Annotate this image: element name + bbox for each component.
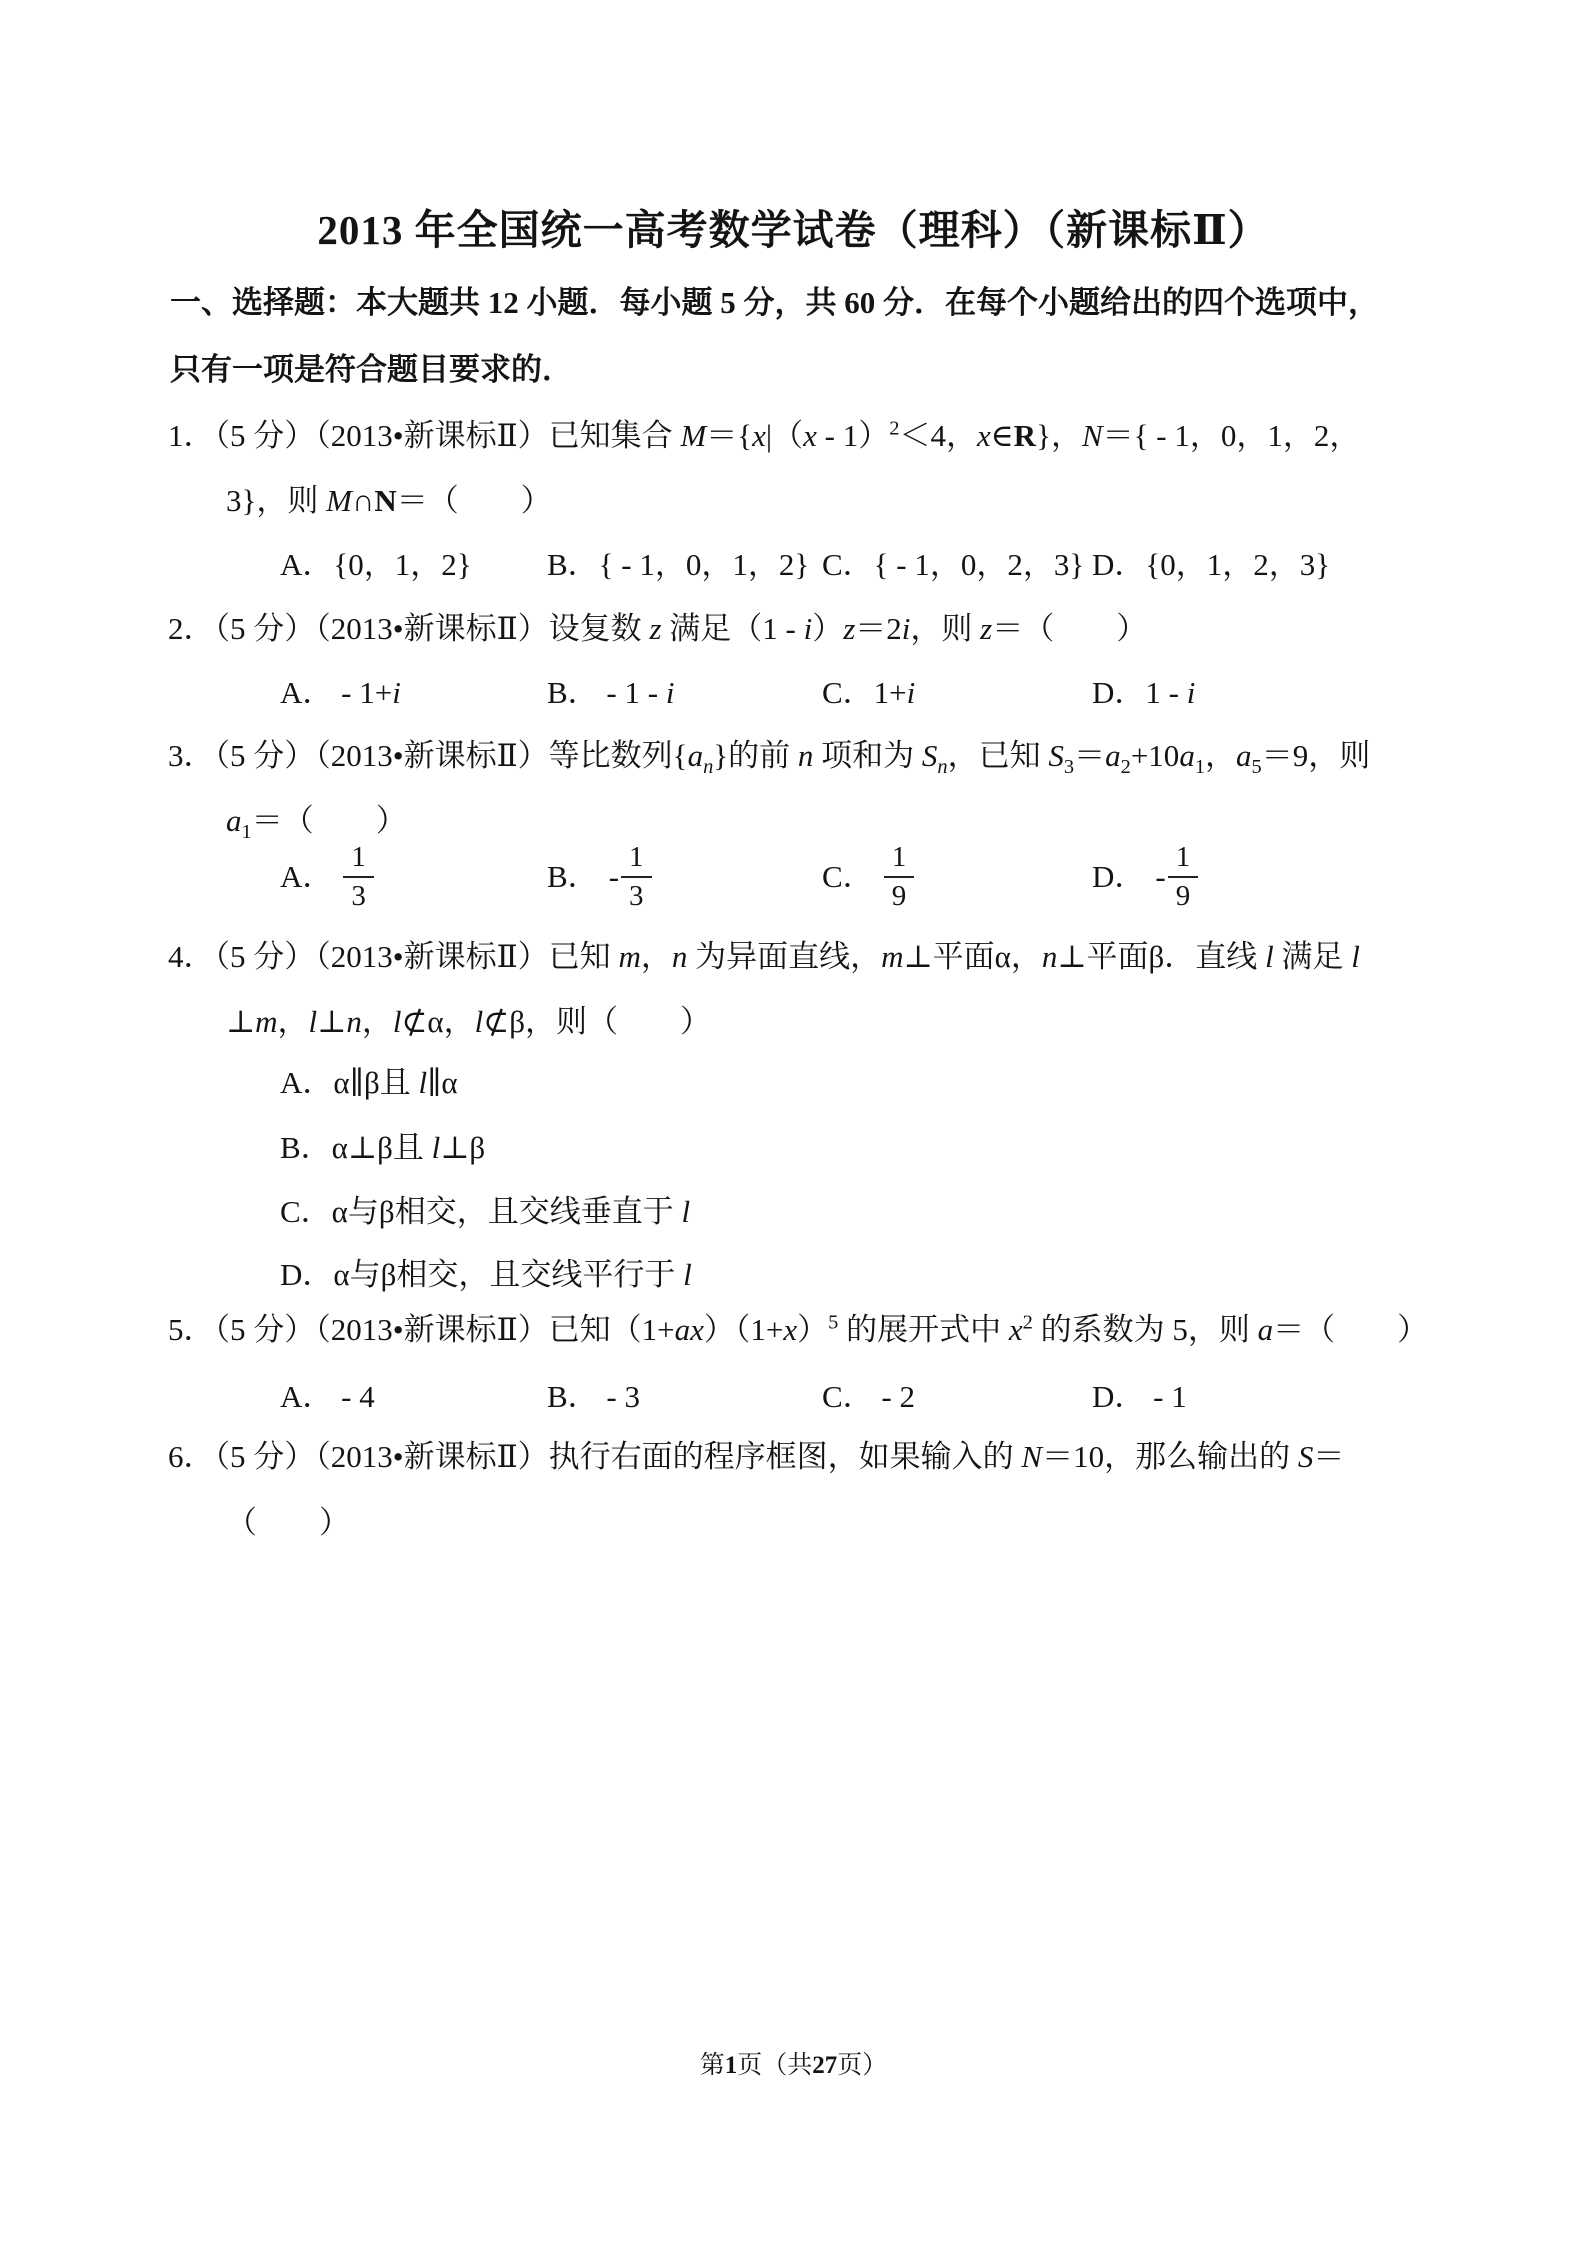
question-3-options [0, 842, 1587, 934]
question-4-option-b: B．α⊥β且 l⊥β [280, 1130, 486, 1165]
question-3-option-a [280, 842, 374, 913]
question-3-line-1: 3．（5 分）（2013•新课标Ⅱ）等比数列$\{a_n\}$的前 n 项和为 $S_n$，已知 $S_3=a_2+10a_1$，$a_5=9$，则 [168, 738, 1371, 779]
question-5-option-a: A． - 4 [280, 1379, 375, 1414]
question-4-line-2: ⊥m，l⊥n，l⊄α，l⊄β，则（ ） [226, 1004, 712, 1039]
question-5-option-b: B． - 3 [547, 1379, 640, 1414]
question-1-option-c: C．{ - 1，0，2，3} [822, 547, 1085, 582]
fraction [1168, 842, 1199, 913]
question-2-option-b: B． - 1 - i [547, 675, 675, 710]
question-2-option-c: C．1+i [822, 675, 916, 710]
question-2-option-a: A． - 1+i [280, 675, 401, 710]
question-4-option-c: C．α与β相交，且交线垂直于 l [280, 1194, 691, 1229]
question-4-option-a: A．α∥β且 l∥α [280, 1065, 458, 1100]
section-header-line-2: 只有一项是符合题目要求的． [170, 352, 573, 387]
question-1-option-d: D．{0，1，2，3} [1092, 547, 1331, 582]
fraction-sign: - [608, 859, 620, 895]
option-label: B． [547, 859, 599, 895]
fraction-sign: - [1155, 859, 1166, 895]
question-1-options [0, 546, 1587, 588]
page-title: 2013 年全国统一高考数学试卷（理科）（新课标Ⅱ） [317, 207, 1270, 253]
question-3-option-c [822, 842, 914, 913]
question-1-line-2: 3}，则 M∩N＝（ ） [226, 483, 552, 518]
fraction-numerator: 1 [621, 842, 652, 878]
question-5-option-d: D． - 1 [1092, 1379, 1187, 1414]
question-5-option-c: C． - 2 [822, 1379, 915, 1414]
question-2-option-d: D．1 - i [1092, 675, 1196, 710]
question-6-line-1: 6．（5 分）（2013•新课标Ⅱ）执行右面的程序框图，如果输入的 N＝10，那么输出的 S＝ [168, 1439, 1345, 1474]
fraction-denominator: 3 [629, 879, 644, 912]
fraction-denominator: 9 [1175, 879, 1191, 912]
fraction-numerator: 1 [1168, 842, 1199, 878]
fraction-numerator: 1 [884, 842, 915, 878]
option-label: D． [1092, 859, 1146, 895]
question-3-option-d [1092, 842, 1198, 913]
question-5-line-1: 5．（5 分）（2013•新课标Ⅱ）已知$(1+ax)(1+x)^5$ 的展开式中 $x^2$ 的系数为 5，则 a＝（ ） [168, 1311, 1429, 1347]
page-footer: 第1页（共27页） [699, 2052, 888, 2079]
option-label: A． [280, 859, 334, 895]
question-1-line-1: 1．（5 分）（2013•新课标Ⅱ）已知集合 M＝{x|（x - 1）$^2$＜4，x∈R}，N＝{ - 1，0，1，2， [168, 417, 1361, 453]
question-3-line-2: $a_1=$（ ） [226, 803, 407, 844]
fraction-denominator: 9 [891, 879, 907, 912]
question-6-line-2: （ ） [226, 1505, 350, 1540]
question-2-line-1: 2．（5 分）（2013•新课标Ⅱ）设复数 z 满足（1 - i）z＝2i，则 z＝（ ） [168, 611, 1148, 646]
fraction-denominator: 3 [351, 879, 366, 912]
fraction-numerator: 1 [343, 842, 374, 878]
question-1-option-a: A．{0，1，2} [280, 547, 472, 582]
question-1-option-b: B．{ - 1，0，1，2} [547, 547, 810, 582]
question-4-option-d: D．α与β相交，且交线平行于 l [280, 1257, 692, 1292]
question-5-options [0, 1378, 1587, 1420]
question-3-option-b [547, 842, 652, 913]
fraction [343, 842, 374, 913]
fraction [884, 842, 915, 913]
question-2-options [0, 674, 1587, 716]
option-label: C． [822, 859, 874, 895]
section-header-line-1: 一、选择题：本大题共 12 小题．每小题 5 分，共 60 分．在每个小题给出的四个选项中， [170, 285, 1379, 320]
fraction [621, 842, 652, 913]
question-4-line-1: 4．（5 分）（2013•新课标Ⅱ）已知 m，n 为异面直线，m⊥平面α，n⊥平面β．直线 l 满足 l [168, 939, 1360, 974]
